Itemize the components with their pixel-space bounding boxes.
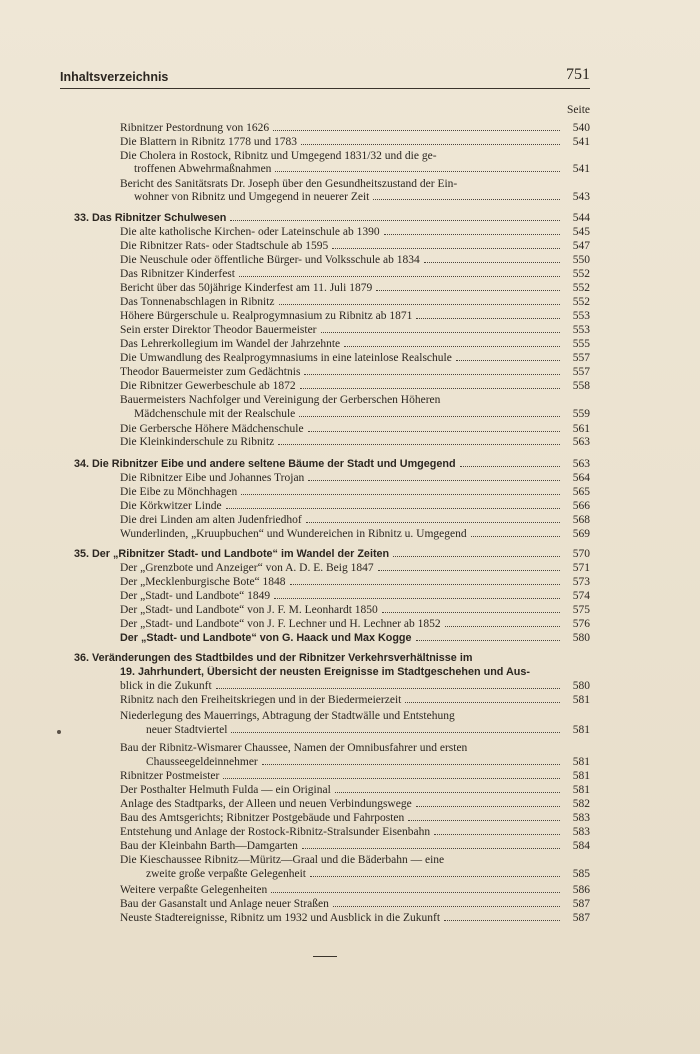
toc-entry-label: wohner von Ribnitz und Umgegend in neuerer Zeit bbox=[134, 191, 370, 203]
dot-leader bbox=[299, 416, 560, 417]
toc-entry-page: 550 bbox=[572, 254, 590, 266]
toc-entry-label: Die Blattern in Ribnitz 1778 und 1783 bbox=[120, 136, 297, 148]
toc-entry-page: 583 bbox=[572, 812, 590, 824]
toc-entry-page: 583 bbox=[572, 826, 590, 838]
toc-entry-label: Die Neuschule oder öffentliche Bürger- und Volksschule ab 1834 bbox=[120, 254, 420, 266]
toc-entry-label: Der „Grenzbote und Anzeiger“ von A. D. E. Beig 1847 bbox=[120, 562, 374, 574]
toc-entry bbox=[146, 724, 590, 738]
toc-entry bbox=[120, 898, 590, 912]
toc-entry bbox=[120, 486, 590, 500]
header-title: Inhaltsverzeichnis bbox=[60, 70, 169, 84]
toc-entry bbox=[120, 884, 590, 898]
toc-entry bbox=[120, 604, 590, 618]
dot-leader bbox=[290, 584, 560, 585]
dot-leader bbox=[445, 626, 560, 627]
toc-entry bbox=[120, 122, 590, 136]
dot-leader bbox=[301, 144, 560, 145]
toc-entry-label: Der „Stadt- und Landbote“ von G. Haack und Max Kogge bbox=[120, 632, 412, 644]
dot-leader bbox=[333, 906, 560, 907]
toc-entry-label: Die Umwandlung des Realprogymnasiums in eine lateinlose Realschule bbox=[120, 352, 452, 364]
header-page-number: 751 bbox=[566, 66, 590, 83]
dot-leader bbox=[216, 688, 560, 689]
toc-entry-page: 561 bbox=[572, 423, 590, 435]
dot-leader bbox=[306, 522, 560, 523]
toc-entry-line: Die Kieschaussee Ribnitz—Müritz—Graal und die Bäderbahn — eine bbox=[120, 854, 445, 866]
toc-entry-page: 574 bbox=[572, 590, 590, 602]
dot-leader bbox=[302, 848, 560, 849]
toc-entry-label: Höhere Bürgerschule u. Realprogymnasium zu Ribnitz ab 1871 bbox=[120, 310, 413, 322]
toc-entry-page: 581 bbox=[572, 756, 590, 768]
toc-entry bbox=[74, 212, 590, 226]
toc-entry-page: 581 bbox=[572, 784, 590, 796]
toc-entry-page: 552 bbox=[572, 282, 590, 294]
dot-leader bbox=[444, 920, 560, 921]
toc-entry-line: Die Cholera in Rostock, Ribnitz und Umgegend 1831/32 und die ge- bbox=[120, 150, 437, 162]
toc-entry-page: 581 bbox=[572, 694, 590, 706]
toc-entry-page: 587 bbox=[572, 912, 590, 924]
dot-leader bbox=[376, 290, 560, 291]
dot-leader bbox=[275, 171, 560, 172]
toc-entry-line: Bauermeisters Nachfolger und Vereinigung der Gerberschen Höheren bbox=[120, 394, 441, 406]
toc-entry-label: Der „Stadt- und Landbote“ von J. F. M. Leonhardt 1850 bbox=[120, 604, 378, 616]
dot-leader bbox=[416, 640, 560, 641]
toc-entry-label: Der „Stadt- und Landbote“ 1849 bbox=[120, 590, 271, 602]
toc-entry-page: 553 bbox=[572, 324, 590, 336]
toc-entry-page: 580 bbox=[572, 680, 590, 692]
toc-entry bbox=[120, 352, 590, 366]
toc-entry-label: troffenen Abwehrmaßnahmen bbox=[134, 163, 272, 175]
dot-leader bbox=[332, 248, 560, 249]
toc-entry-label: Bau des Amtsgerichts; Ribnitzer Postgebäude und Fahrposten bbox=[120, 812, 405, 824]
toc-entry-label: Die Ribnitzer Eibe und Johannes Trojan bbox=[120, 472, 305, 484]
toc-entry-page: 568 bbox=[572, 514, 590, 526]
toc-entry bbox=[146, 868, 590, 882]
toc-entry-page: 565 bbox=[572, 486, 590, 498]
toc-entry bbox=[120, 562, 590, 576]
toc-entry bbox=[120, 136, 590, 150]
toc-entry bbox=[120, 784, 590, 798]
dot-leader bbox=[262, 764, 560, 765]
toc-entry-label: Ribnitzer Postmeister bbox=[120, 770, 220, 782]
toc-entry-label: Die drei Linden am alten Judenfriedhof bbox=[120, 514, 302, 526]
toc-entry-label: Entstehung und Anlage der Rostock-Ribnitz-Stralsunder Eisenbahn bbox=[120, 826, 431, 838]
toc-entry-label: Anlage des Stadtparks, der Alleen und neuen Verbindungswege bbox=[120, 798, 412, 810]
toc-entry-label: Der Posthalter Helmuth Fulda — ein Original bbox=[120, 784, 331, 796]
toc-entry-label: Die Ribnitzer Gewerbeschule ab 1872 bbox=[120, 380, 296, 392]
toc-entry-label: Die Gerbersche Höhere Mädchenschule bbox=[120, 423, 304, 435]
toc-entry-line: 19. Jahrhundert, Übersicht der neusten Ereignisse im Stadtgeschehen und Aus- bbox=[120, 666, 530, 678]
toc-entry-page: 559 bbox=[572, 408, 590, 420]
toc-entry bbox=[120, 618, 590, 632]
toc-entry-page: 545 bbox=[572, 226, 590, 238]
toc-entry-page: 558 bbox=[572, 380, 590, 392]
toc-entry-page: 570 bbox=[572, 548, 590, 560]
toc-entry-label: 34. Die Ribnitzer Eibe und andere seltene Bäume der Stadt und Umgegend bbox=[74, 458, 456, 470]
dot-leader bbox=[384, 234, 560, 235]
dot-leader bbox=[335, 792, 560, 793]
toc-entry-label: Der „Mecklenburgische Bote“ 1848 bbox=[120, 576, 286, 588]
dot-leader bbox=[273, 130, 560, 131]
toc-entry-label: 33. Das Ribnitzer Schulwesen bbox=[74, 212, 227, 224]
dot-leader bbox=[231, 732, 560, 733]
dot-leader bbox=[278, 444, 560, 445]
dot-leader bbox=[241, 494, 560, 495]
toc-entry-label: Wunderlinden, „Kruupbuchen“ und Wundereichen in Ribnitz u. Umgegend bbox=[120, 528, 467, 540]
toc-entry-page: 543 bbox=[572, 191, 590, 203]
toc-entry bbox=[134, 191, 590, 205]
dot-leader bbox=[373, 199, 560, 200]
toc-entry-label: Mädchenschule mit der Realschule bbox=[134, 408, 296, 420]
toc-entry-page: 563 bbox=[572, 458, 590, 470]
dot-leader bbox=[230, 220, 560, 221]
toc-entry bbox=[120, 268, 590, 282]
dot-leader bbox=[460, 466, 560, 467]
toc-entry-label: zweite große verpaßte Gelegenheit bbox=[146, 868, 306, 880]
toc-entry-label: Das Lehrerkollegium im Wandel der Jahrzehnte bbox=[120, 338, 341, 350]
toc-entry bbox=[120, 254, 590, 268]
toc-entry bbox=[120, 296, 590, 310]
toc-entry-label: blick in die Zukunft bbox=[120, 680, 212, 692]
toc-entry-page: 573 bbox=[572, 576, 590, 588]
toc-entry-page: 557 bbox=[572, 366, 590, 378]
toc-entry-page: 564 bbox=[572, 472, 590, 484]
toc-entry bbox=[120, 310, 590, 324]
toc-entry-label: Die alte katholische Kirchen- oder Lateinschule ab 1390 bbox=[120, 226, 380, 238]
toc-entry-label: Der „Stadt- und Landbote“ von J. F. Lechner und H. Lechner ab 1852 bbox=[120, 618, 441, 630]
dot-leader bbox=[300, 388, 560, 389]
dot-leader bbox=[416, 318, 560, 319]
toc-entry bbox=[120, 240, 590, 254]
toc-entry bbox=[120, 840, 590, 854]
toc-entry-page: 582 bbox=[572, 798, 590, 810]
toc-entry-label: Die Eibe zu Mönchhagen bbox=[120, 486, 238, 498]
dot-leader bbox=[344, 346, 560, 347]
toc-entry-label: Die Ribnitzer Rats- oder Stadtschule ab 1595 bbox=[120, 240, 329, 252]
toc-entry-page: 581 bbox=[572, 770, 590, 782]
toc-entry-page: 576 bbox=[572, 618, 590, 630]
toc-entry bbox=[120, 798, 590, 812]
toc-entry bbox=[120, 226, 590, 240]
toc-entry-line: Niederlegung des Mauerrings, Abtragung der Stadtwälle und Entstehung bbox=[120, 710, 455, 722]
toc-entry bbox=[120, 324, 590, 338]
toc-entry-page: 563 bbox=[572, 436, 590, 448]
toc-entry-line: Bericht des Sanitätsrats Dr. Joseph über den Gesundheitszustand der Ein- bbox=[120, 178, 458, 190]
toc-entry bbox=[120, 912, 590, 926]
toc-entry-page: 566 bbox=[572, 500, 590, 512]
dot-leader bbox=[310, 876, 560, 877]
end-rule bbox=[313, 956, 337, 957]
toc-entry bbox=[120, 338, 590, 352]
toc-entry-label: Bau der Gasanstalt und Anlage neuer Straßen bbox=[120, 898, 329, 910]
toc-entry bbox=[120, 576, 590, 590]
toc-entry bbox=[120, 680, 590, 694]
dot-leader bbox=[434, 834, 560, 835]
dot-leader bbox=[416, 806, 560, 807]
toc-entry-label: Sein erster Direktor Theodor Bauermeister bbox=[120, 324, 317, 336]
toc-entry bbox=[120, 436, 590, 450]
toc-entry bbox=[146, 756, 590, 770]
toc-entry-page: 540 bbox=[572, 122, 590, 134]
toc-entry bbox=[120, 282, 590, 296]
dot-leader bbox=[274, 598, 560, 599]
toc-entry bbox=[134, 408, 590, 422]
dot-leader bbox=[471, 536, 560, 537]
dot-leader bbox=[308, 431, 560, 432]
toc-entry-label: Die Körkwitzer Linde bbox=[120, 500, 222, 512]
toc-entry-page: 544 bbox=[572, 212, 590, 224]
dot-leader bbox=[408, 820, 560, 821]
dot-leader bbox=[226, 508, 560, 509]
toc-entry bbox=[120, 694, 590, 708]
toc-entry-label: Das Ribnitzer Kinderfest bbox=[120, 268, 235, 280]
toc-entry-page: 569 bbox=[572, 528, 590, 540]
toc-entry-page: 575 bbox=[572, 604, 590, 616]
toc-entry-label: neuer Stadtviertel bbox=[146, 724, 228, 736]
toc-entry-page: 541 bbox=[572, 163, 590, 175]
toc-entry bbox=[134, 163, 590, 177]
dot-leader bbox=[393, 556, 560, 557]
toc-entry-label: Ribnitz nach den Freiheitskriegen und in der Biedermeierzeit bbox=[120, 694, 402, 706]
dot-leader bbox=[424, 262, 560, 263]
toc-entry-page: 541 bbox=[572, 136, 590, 148]
dot-leader bbox=[223, 778, 560, 779]
toc-entry bbox=[120, 472, 590, 486]
toc-entry-line: 36. Veränderungen des Stadtbildes und der Ribnitzer Verkehrsverhältnisse im bbox=[74, 652, 473, 664]
toc-entry bbox=[120, 423, 590, 437]
toc-entry bbox=[120, 500, 590, 514]
toc-entry bbox=[120, 514, 590, 528]
toc-entry-page: 587 bbox=[572, 898, 590, 910]
toc-entry bbox=[74, 548, 590, 562]
toc-entry-label: Neuste Stadtereignisse, Ribnitz um 1932 und Ausblick in die Zukunft bbox=[120, 912, 441, 924]
dot-leader bbox=[456, 360, 560, 361]
toc-entry-page: 585 bbox=[572, 868, 590, 880]
toc-entry-label: Bau der Kleinbahn Barth—Damgarten bbox=[120, 840, 298, 852]
toc-entry-page: 557 bbox=[572, 352, 590, 364]
toc-entry-page: 552 bbox=[572, 268, 590, 280]
dot-leader bbox=[271, 892, 560, 893]
toc-entry-page: 580 bbox=[572, 632, 590, 644]
page-column-header: Seite bbox=[567, 104, 590, 116]
toc-entry bbox=[120, 770, 590, 784]
dot-leader bbox=[321, 332, 561, 333]
toc-entry bbox=[120, 826, 590, 840]
paper-speck bbox=[57, 730, 61, 734]
toc-entry-page: 547 bbox=[572, 240, 590, 252]
toc-entry-page: 584 bbox=[572, 840, 590, 852]
toc-entry bbox=[120, 380, 590, 394]
toc-entry bbox=[120, 590, 590, 604]
toc-entry-label: Bericht über das 50jährige Kinderfest am 11. Juli 1879 bbox=[120, 282, 373, 294]
dot-leader bbox=[382, 612, 560, 613]
toc-entry-label: Ribnitzer Pestordnung von 1626 bbox=[120, 122, 270, 134]
dot-leader bbox=[239, 276, 560, 277]
dot-leader bbox=[304, 374, 560, 375]
dot-leader bbox=[308, 480, 560, 481]
toc-entry-page: 553 bbox=[572, 310, 590, 322]
toc-entry-label: Weitere verpaßte Gelegenheiten bbox=[120, 884, 268, 896]
toc-entry bbox=[74, 458, 590, 472]
dot-leader bbox=[378, 570, 560, 571]
dot-leader bbox=[279, 304, 560, 305]
toc-entry-label: Chausseegeldeinnehmer bbox=[146, 756, 258, 768]
toc-entry-label: 35. Der „Ribnitzer Stadt- und Landbote“ im Wandel der Zeiten bbox=[74, 548, 390, 560]
dot-leader bbox=[405, 702, 560, 703]
toc-entry bbox=[120, 812, 590, 826]
toc-entry-label: Die Kleinkinderschule zu Ribnitz bbox=[120, 436, 275, 448]
toc-entry-page: 586 bbox=[572, 884, 590, 896]
toc-entry-label: Theodor Bauermeister zum Gedächtnis bbox=[120, 366, 301, 378]
toc-entry bbox=[120, 366, 590, 380]
toc-entry-line: Bau der Ribnitz-Wismarer Chaussee, Namen der Omnibusfahrer und ersten bbox=[120, 742, 468, 754]
toc-entry-page: 555 bbox=[572, 338, 590, 350]
toc-entry-page: 571 bbox=[572, 562, 590, 574]
toc-entry-page: 552 bbox=[572, 296, 590, 308]
toc-entry bbox=[120, 528, 590, 542]
toc-entry-label: Das Tonnenabschlagen in Ribnitz bbox=[120, 296, 275, 308]
toc-entry-page: 581 bbox=[572, 724, 590, 736]
toc-entry bbox=[120, 632, 590, 646]
